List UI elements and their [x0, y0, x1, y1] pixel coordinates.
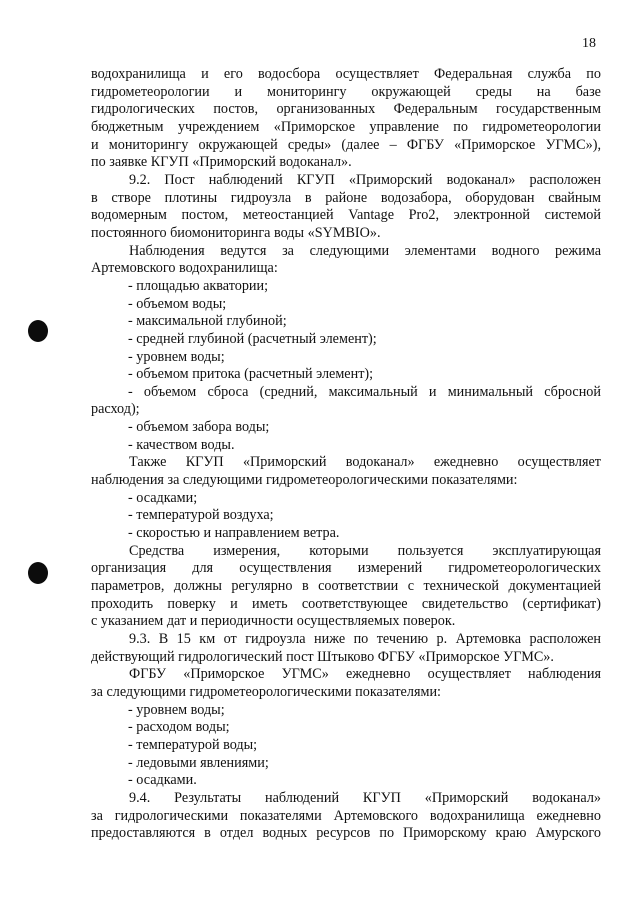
text-line: гидрологических постов, организованных Федеральным государственным: [91, 101, 601, 118]
text-line: параметров, должны регулярно в соответствии с технической документацией: [91, 578, 601, 595]
text-line: - температурой воды;: [128, 736, 258, 753]
text-line: гидрометеорологии и мониторингу окружающей среды на базе: [91, 83, 601, 100]
text-line: бюджетным учреждением «Приморское управление по гидрометеорологии: [91, 118, 601, 135]
text-line: водохранилища и его водосбора осуществляет Федеральная служба по: [91, 66, 601, 82]
text-line: с указанием дат и периодичности осуществляемых поверок.: [91, 613, 456, 630]
text-line: предоставляются в отдел водных ресурсов по Приморскому краю Амурского: [91, 825, 601, 842]
text-line: действующий гидрологический пост Штыково ФГБУ «Приморское УГМС».: [91, 648, 554, 665]
text-line: водомерным постом, метеостанцией Vantage Pro2, электронной системой: [91, 207, 601, 224]
text-line: 9.4. Результаты наблюдений КГУП «Приморский водоканал»: [129, 789, 601, 806]
text-line: - температурой воздуха;: [128, 507, 274, 524]
text-line: - объемом сброса (средний, максимальный и минимальный сбросной: [128, 383, 601, 400]
document-body: [91, 66, 601, 843]
binder-hole-mark: [28, 562, 48, 584]
text-line: - уровнем воды;: [128, 701, 225, 718]
text-line: - осадками;: [128, 489, 198, 506]
text-line: ФГБУ «Приморское УГМС» ежедневно осуществляет наблюдения: [129, 666, 601, 683]
binder-hole-mark: [28, 320, 48, 342]
text-line: Наблюдения ведутся за следующими элементами водного режима: [129, 242, 601, 259]
text-line: наблюдения за следующими гидрометеорологическими показателями:: [91, 472, 518, 489]
text-line: - качеством воды.: [128, 436, 235, 453]
text-line: - максимальной глубиной;: [128, 313, 287, 330]
text-line: Также КГУП «Приморский водоканал» ежедневно осуществляет: [129, 454, 601, 471]
text-line: за гидрологическими показателями Артемовского водохранилища ежедневно: [91, 807, 601, 824]
text-line: 9.3. В 15 км от гидроузла ниже по течению р. Артемовка расположен: [129, 631, 601, 647]
text-line: - объемом забора воды;: [128, 419, 270, 436]
page-number: 18: [582, 36, 596, 51]
text-line: Средства измерения, которыми пользуется эксплуатирующая: [129, 542, 601, 559]
text-line: - средней глубиной (расчетный элемент);: [128, 330, 377, 347]
text-line: постоянного биомониторинга воды «SYMBIO».: [91, 224, 381, 241]
text-line: - уровнем воды;: [128, 348, 225, 365]
text-line: 9.2. Пост наблюдений КГУП «Приморский водоканал» расположен: [129, 171, 601, 188]
text-line: - осадками.: [128, 772, 197, 789]
text-line: проходить поверку и иметь соответствующее свидетельство (сертификат): [91, 595, 601, 612]
text-line: - ледовыми явлениями;: [128, 754, 269, 771]
text-line: Артемовского водохранилища:: [91, 260, 278, 277]
text-line: организация для осуществления измерений гидрометеорологических: [91, 560, 601, 577]
text-line: по заявке КГУП «Приморский водоканал».: [91, 154, 352, 171]
text-line: и мониторингу окружающей среды» (далее – ФГБУ «Приморское УГМС»),: [91, 136, 601, 153]
text-line: в створе плотины гидроузла в районе водозабора, оборудован свайным: [91, 189, 601, 206]
text-line: - объемом притока (расчетный элемент);: [128, 366, 374, 383]
text-line: за следующими гидрометеорологическими показателями:: [91, 683, 441, 700]
text-line: - объемом воды;: [128, 295, 227, 312]
text-line: расход);: [91, 401, 140, 418]
text-line: - площадью акватории;: [128, 277, 269, 294]
text-line: - расходом воды;: [128, 719, 230, 736]
text-line: - скоростью и направлением ветра.: [128, 525, 340, 542]
